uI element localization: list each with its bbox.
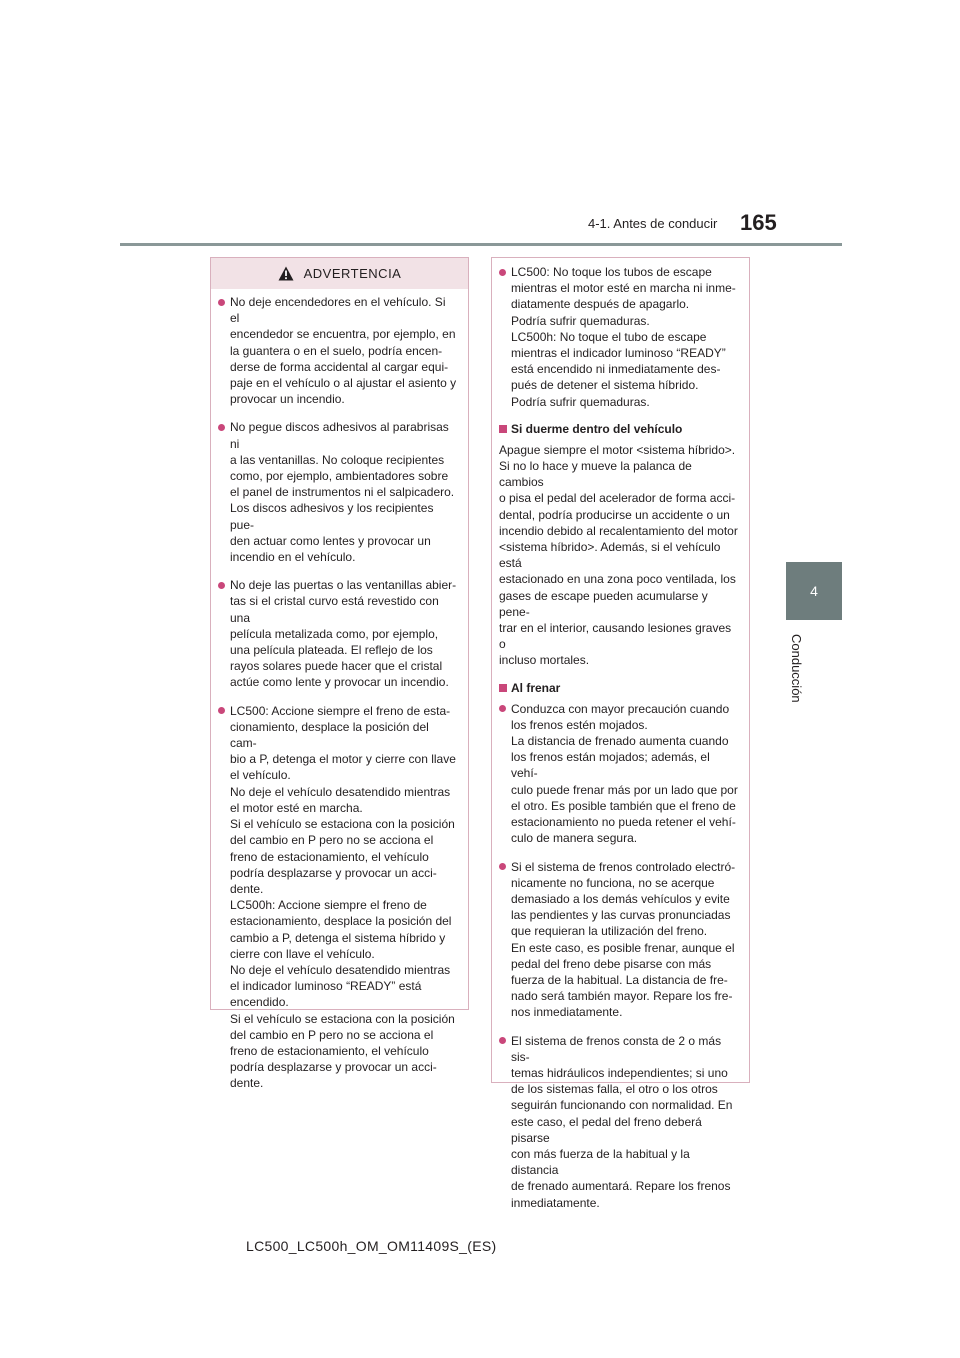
subheading-sleep: Si duerme dentro del vehículo: [499, 422, 739, 436]
list-item: Si el sistema de frenos controlado electró- nicamente no funciona, no se acerque demasiado a los demás vehículos y evite las pendientes y las curvas pronunciadas que requieran la utilización del freno. En este caso, es posible frenar, aunque el pedal del freno debe pisarse con más fuerza de la habitual. La distancia de fre- nado será también mayor. Repare los fre- nos inmediatamente.: [499, 859, 739, 1021]
list-item: No deje encendedores en el vehículo. Si el encendedor se encuentra, por ejemplo, en la guantera o en el suelo, podría encen- derse de forma accidental al cargar equi- paje en el vehículo o al ajustar el asiento y provocar un incendio.: [218, 294, 458, 407]
warning-box-left: [210, 257, 469, 1091]
list-item: No deje las puertas o las ventanillas abier- tas si el cristal curvo está revestido con una película metalizada como, por ejemplo, una película plateada. El reflejo de los rayos solares puede hacer que el cristal actúe como lente y provocar un incendio.: [218, 577, 458, 690]
bullet-dot: [499, 863, 506, 870]
list-item: LC500: Accione siempre el freno de esta- cionamiento, desplace la posición del cam- bio a P, detenga el motor y cierre con llave el vehículo. No deje el vehículo desatendido mientras el motor esté en marcha. Si el vehículo se estaciona con la posición del cambio en P pero no se acciona el freno de estacionamiento, el vehículo podría desplazarse y provocar un acci- dente. LC500h: Accione siempre el freno de estacionamiento, desplace la posición del cambio a P, detenga el sistema híbrido y cierre con llave el vehículo. No deje el vehículo desatendido mientras el indicador luminoso “READY” está encendido. Si el vehículo se estaciona con la posición del cambio en P pero no se acciona el freno de estacionamiento, el vehículo podría desplazarse y provocar un acci- dente.: [218, 703, 458, 1092]
bullet-dot: [218, 582, 225, 589]
bullet-dot: [218, 424, 225, 431]
subheading-brake: Al frenar: [499, 681, 739, 695]
list-item: No pegue discos adhesivos al parabrisas ni a las ventanillas. No coloque recipientes como, por ejemplo, ambientadores sobre el panel de instrumentos ni el salpicadero. Los discos adhesivos y los recipientes pue- den actuar como lentes y provocar un incendio en el vehículo.: [218, 419, 458, 565]
section-title: 4-1. Antes de conducir: [588, 216, 718, 231]
page-number: 165: [740, 210, 777, 235]
bullet-dot: [218, 299, 225, 306]
sleep-paragraph: Apague siempre el motor <sistema híbrido>. Si no lo hace y mueve la palanca de cambios o pisa el pedal del acelerador de forma acci- dental, podría producirse un accidente o un incendio debido al recalentamiento del motor <sistema híbrido>. Además, si el vehículo está estacionado en una zona poco ventilada, los gases de escape pueden acumularse y pene- trar en el interior, causando lesiones graves o incluso mortales.: [499, 442, 738, 668]
document-code: LC500_LC500h_OM_OM11409S_(ES): [246, 1238, 497, 1254]
list-item: El sistema de frenos consta de 2 o más sis- temas hidráulicos independientes; si uno de los sistemas falla, el otro o los otros seguirán funcionando con normalidad. En este caso, el pedal del freno deberá pisarse con más fuerza de la habitual y la distancia de frenado aumentará. Repare los frenos inmediatamente.: [499, 1033, 739, 1211]
chapter-tab: 4: [786, 562, 842, 620]
warning-header: [211, 258, 468, 289]
list-item: Conduzca con mayor precaución cuando los frenos estén mojados. La distancia de frenado aumenta cuando los frenos están mojados; además, el vehí- culo puede frenar más por un lado que por el otro. Es posible también que el freno de estacionamiento no pueda retener el vehí- culo de manera segura.: [499, 701, 739, 847]
warning-triangle-icon: [278, 266, 294, 281]
square-bullet-icon: [499, 684, 507, 692]
list-item: LC500: No toque los tubos de escape mientras el motor esté en marcha ni inme- diatamente después de apagarlo. Podría sufrir quemaduras. LC500h: No toque el tubo de escape mientras el indicador luminoso “READY” está encendido ni inmediatamente des- pués de detener el sistema híbrido. Podría sufrir quemaduras.: [499, 264, 739, 410]
bullet-dot: [218, 707, 225, 714]
chapter-label: Conducción: [789, 634, 804, 703]
bullet-dot: [499, 705, 506, 712]
header-rule: [120, 243, 842, 246]
warning-box-right: [491, 257, 750, 1210]
warning-title: ADVERTENCIA: [303, 266, 402, 281]
bullet-dot: [499, 1037, 506, 1044]
square-bullet-icon: [499, 425, 507, 433]
bullet-dot: [499, 269, 506, 276]
